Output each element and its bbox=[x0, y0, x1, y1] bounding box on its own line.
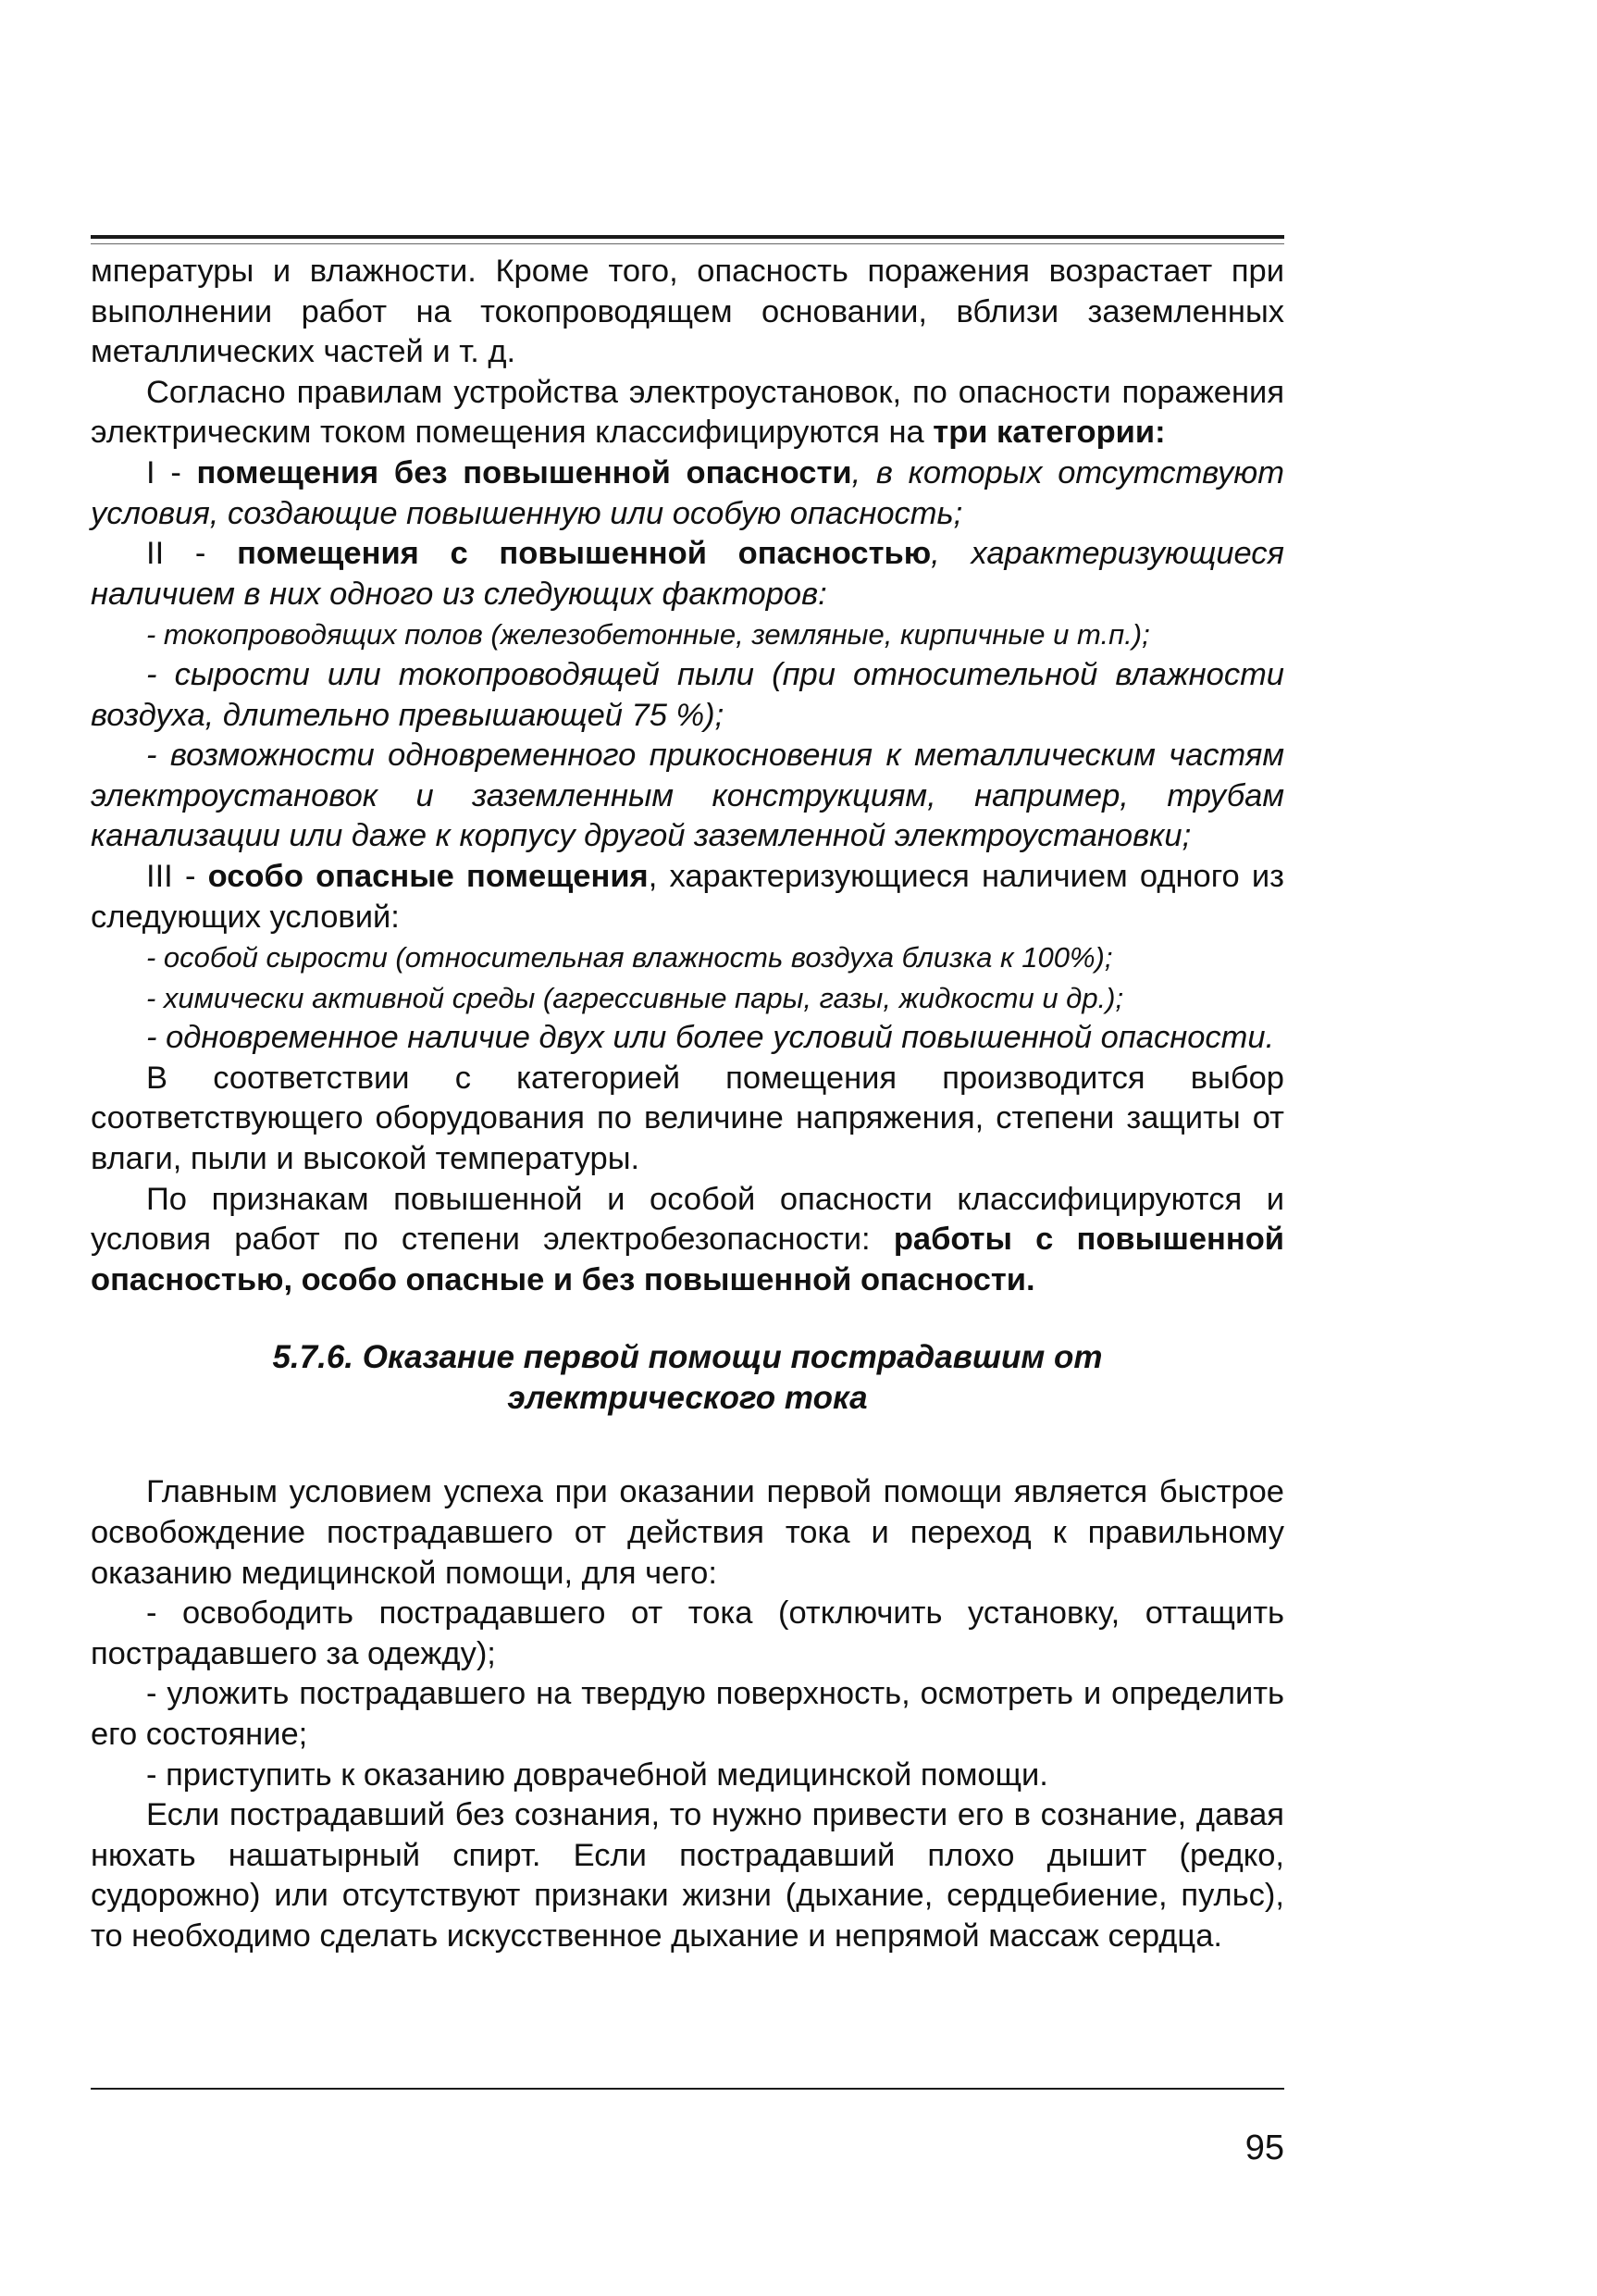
category-1-number: I - bbox=[146, 454, 197, 490]
category-3-number: III - bbox=[146, 858, 208, 894]
category-3-item: - химически активной среды (агрессивные пары, газы, жидкости и др.); bbox=[146, 981, 1124, 1014]
header-rule bbox=[91, 235, 1284, 239]
first-aid-step: - уложить пострадавшего на твердую поверхность, осмотреть и определить его состояние; bbox=[91, 1676, 1284, 1752]
header-rule-thin bbox=[91, 243, 1284, 244]
category-3-description: , характеризующиеся наличием одного из следующих условий: bbox=[91, 858, 1285, 935]
category-3 bbox=[91, 857, 1284, 937]
category-2 bbox=[91, 534, 1284, 614]
section-heading-line-1: 5.7.6. Оказание первой помощи пострадавшим от bbox=[272, 1339, 1103, 1376]
paragraph-work-classes bbox=[91, 1180, 1284, 1301]
classification-text: Согласно правилам устройства электроустановок, по опасности поражения электрическим током помещения классифицируются на bbox=[91, 374, 1284, 451]
paragraph-classification bbox=[91, 373, 1284, 453]
category-3-title: особо опасные помещения bbox=[207, 858, 649, 894]
paragraph-equipment: В соответствии с категорией помещения производится выбор соответствующего оборудования по величине напряжения, степени защиты от влаги, пыли и высокой температуры. bbox=[91, 1060, 1284, 1177]
first-aid-intro: Главным условием успеха при оказании первой помощи является быстрое освобождение пострадавшего от действия тока и переход к правильному оказанию медицинской помощи, для чего: bbox=[91, 1474, 1284, 1591]
section-heading-line-2: электрического тока bbox=[507, 1380, 868, 1417]
category-2-item: - токопроводящих полов (железобетонные, земляные, кирпичные и т.п.); bbox=[146, 618, 1150, 652]
first-aid-final: Если пострадавший без сознания, то нужно привести его в сознание, давая нюхать нашатырный спирт. Если пострадавший плохо дышит (редко, судорожно) или отсутствуют признаки жизни (дыхание, сердцебиение, пульс), то необходимо сделать искусственное дыхание и непрямой массаж сердца. bbox=[91, 1797, 1284, 1954]
classification-bold: три категории: bbox=[933, 415, 1166, 451]
category-2-title: помещения с повышенной опасностью bbox=[237, 536, 932, 572]
category-2-number: II - bbox=[146, 536, 238, 572]
work-classes-text: По признакам повышенной и особой опасности классифицируются и условия работ по степени электробезопасности: bbox=[91, 1181, 1284, 1258]
footer-rule bbox=[91, 2088, 1284, 2090]
section-heading bbox=[91, 1337, 1284, 1419]
category-3-item: - особой сырости (относительная влажность воздуха близка к 100%); bbox=[146, 941, 1113, 974]
paragraph-continuation: мпературы и влажности. Кроме того, опасность поражения возрастает при выполнении работ на токопроводящем основании, вблизи заземленных металлических частей и т. д. bbox=[91, 254, 1284, 370]
category-1 bbox=[91, 453, 1284, 534]
work-classes-bold: работы с повышенной опасностью, особо опасные и без повышенной опасности. bbox=[91, 1222, 1284, 1297]
category-2-item: - сырости или токопроводящей пыли (при относительной влажности воздуха, длительно превышающей 75 %); bbox=[91, 656, 1284, 733]
category-2-description: , характеризующиеся наличием в них одного из следующих факторов: bbox=[91, 536, 1284, 612]
page-number: 95 bbox=[1244, 2128, 1284, 2167]
page-body bbox=[91, 252, 1284, 1957]
first-aid-step: - приступить к оказанию доврачебной медицинской помощи. bbox=[146, 1756, 1048, 1793]
category-1-title: помещения без повышенной опасности bbox=[196, 454, 852, 490]
first-aid-step: - освободить пострадавшего от тока (отключить установку, оттащить пострадавшего за одежду); bbox=[91, 1595, 1284, 1671]
category-3-item: - одновременное наличие двух или более условий повышенной опасности. bbox=[146, 1020, 1275, 1056]
category-2-item: - возможности одновременного прикосновения к металлическим частям электроустановок и заземленным конструкциям, например, трубам канализации или даже к корпусу другой заземленной электроустановки; bbox=[91, 738, 1284, 854]
category-1-description: , в которых отсутствуют условия, создающие повышенную или особую опасность; bbox=[91, 454, 1284, 531]
